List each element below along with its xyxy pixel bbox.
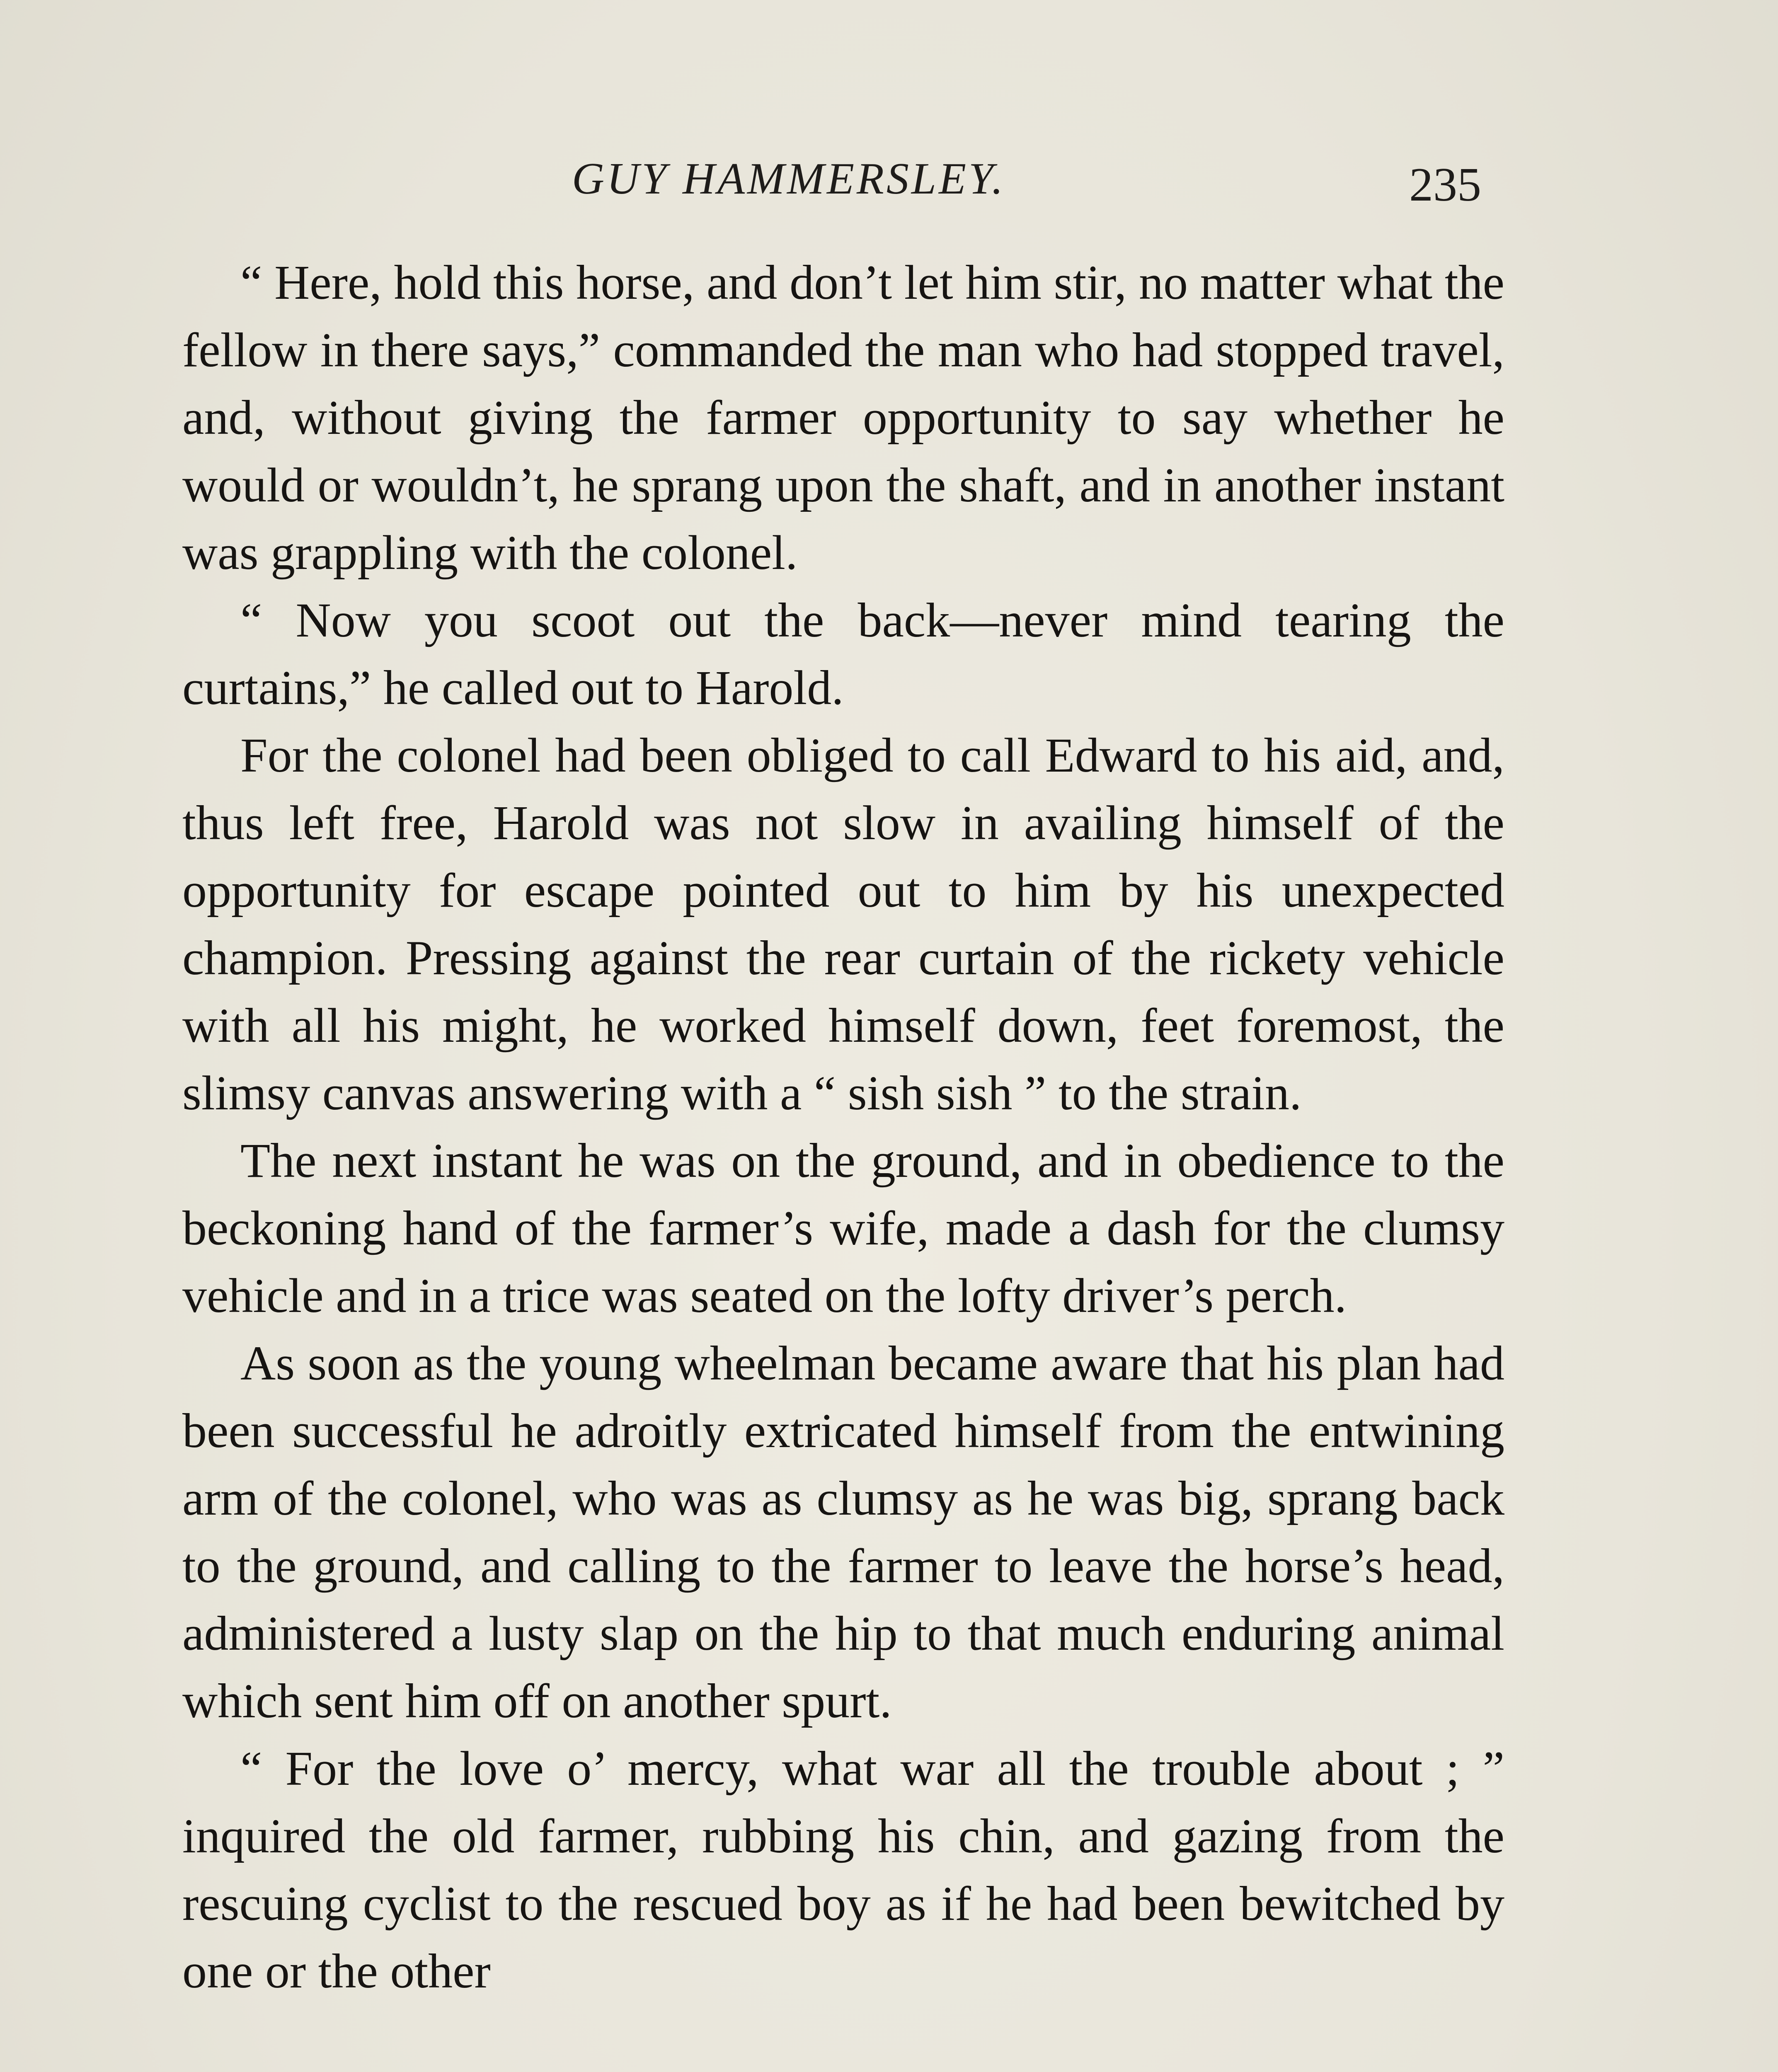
paragraph: “ Here, hold this horse, and don’t let him stir, no matter what the fellow in there says,” commanded the man who had stopped travel, and, without giving the farmer opportunity to say whether he would or wouldn’t, he sprang upon the shaft, and in another instant was grappling with the colonel. bbox=[182, 255, 1504, 580]
running-title: GUY HAMMERSLEY. bbox=[572, 154, 1006, 203]
paragraph: As soon as the young wheelman became aware that his plan had been successful he adroitly extricated himself from the entwining arm of the colonel, who was as clumsy as he was big, sprang back to the ground, and calling to the farmer to leave the horse’s head, administered a lusty slap on the hip to that much enduring animal which sent him off on another spurt. bbox=[182, 1336, 1504, 1728]
page-number: 235 bbox=[1409, 158, 1481, 211]
paragraph: For the colonel had been obliged to call Edward to his aid, and, thus left free, Harold was not slow in availing himself of the opportunity for escape pointed out to him by his unexpected champion. Pressing against the rear curtain of the rickety vehicle with all his might, he worked himself down, feet foremost, the slimsy canvas answering with a “ sish sish ” to the strain. bbox=[182, 728, 1504, 1120]
paragraph: The next instant he was on the ground, and in obedience to the beckoning hand of the farmer’s wife, made a dash for the clumsy vehicle and in a trice was seated on the lofty driver’s perch. bbox=[182, 1133, 1504, 1323]
paragraph: “ Now you scoot out the back—never mind tearing the curtains,” he called out to Harold. bbox=[182, 593, 1504, 715]
body-text bbox=[182, 249, 1504, 2005]
paragraph: “ For the love o’ mercy, what war all the trouble about ; ” inquired the old farmer, rubbing his chin, and gazing from the rescuing cyclist to the rescued boy as if he had been bewitched by one or the other bbox=[182, 1741, 1504, 1998]
